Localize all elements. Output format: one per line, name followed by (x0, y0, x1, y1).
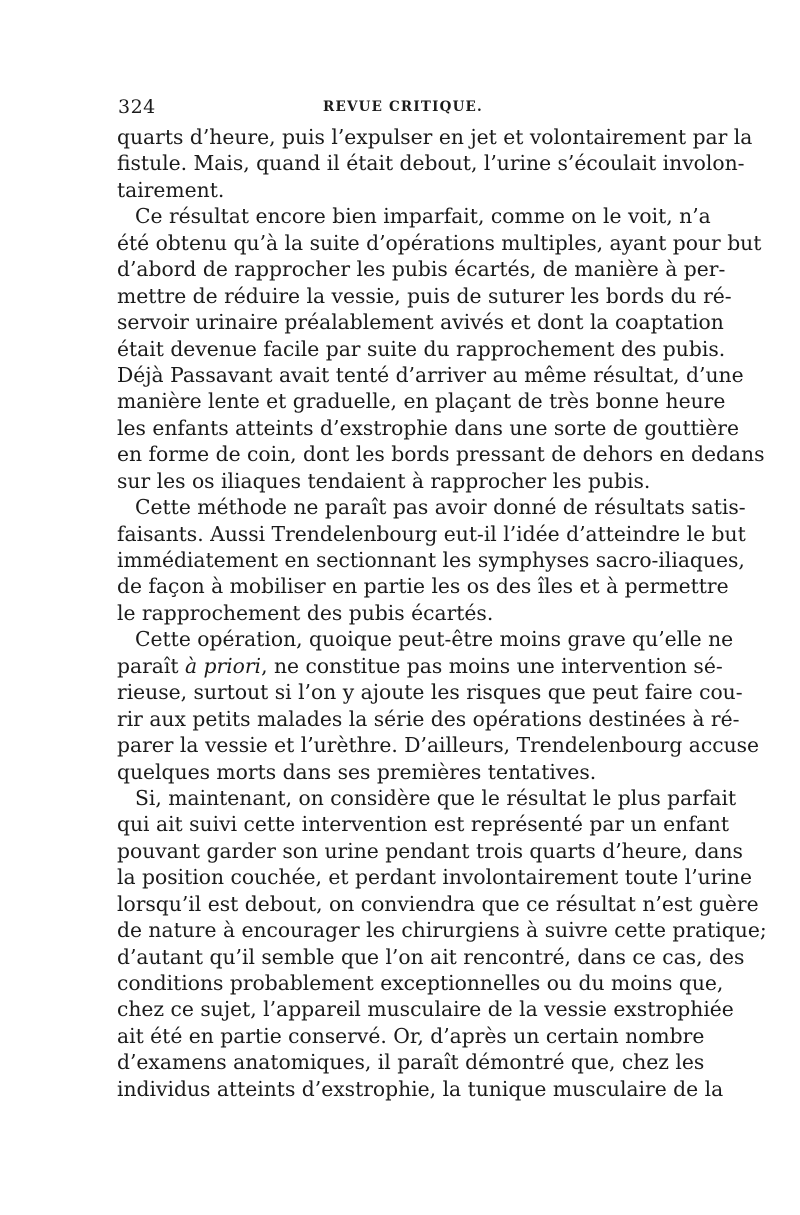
text-line: tairement. (117, 177, 225, 202)
italic-phrase: à priori (184, 653, 262, 678)
text-line: fistule. Mais, quand il était debout, l’urine s’écoulait involon- (117, 151, 745, 176)
text-line: quelques morts dans ses premières tentatives. (117, 759, 597, 784)
text-line: la position couchée, et perdant involontairement toute l’urine (117, 865, 752, 890)
running-title: REVUE CRITIQUE. (323, 99, 483, 115)
body-text (117, 124, 767, 1102)
text-line: Déjà Passavant avait tenté d’arriver au même résultat, d’une (117, 362, 744, 387)
text-line: d’examens anatomiques, il paraît démontré que, chez les (117, 1050, 705, 1075)
text-line: d’autant qu’il semble que l’on ait rencontré, dans ce cas, des (117, 944, 745, 969)
text-line: de façon à mobiliser en partie les os des îles et à permettre (117, 574, 729, 599)
text-line: été obtenu qu’à la suite d’opérations multiples, ayant pour but (117, 230, 762, 255)
text-line: ait été en partie conservé. Or, d’après un certain nombre (117, 1023, 705, 1048)
page-header (118, 96, 688, 120)
text-line: qui ait suivi cette intervention est représenté par un enfant (117, 812, 730, 837)
text-line: servoir urinaire préalablement avivés et dont la coaptation (117, 310, 724, 335)
text-line: Ce résultat encore bien imparfait, comme on le voit, n’a (135, 204, 711, 229)
text-line: le rapprochement des pubis écartés. (117, 600, 494, 625)
text-line: paraît à priori, ne constitue pas moins une intervention sé- (117, 653, 723, 678)
text-line: sur les os iliaques tendaient à rapprocher les pubis. (117, 468, 651, 493)
text-line: Si, maintenant, on considère que le résultat le plus parfait (135, 785, 737, 810)
text-line: lorsqu’il est debout, on conviendra que ce résultat n’est guère (117, 891, 759, 916)
text-line: conditions probablement exceptionnelles ou du moins que, (117, 971, 724, 995)
text-line: manière lente et graduelle, en plaçant de très bonne heure (117, 389, 726, 414)
text-line: Cette méthode ne paraît pas avoir donné de résultats satis- (135, 495, 746, 520)
text-line: les enfants atteints d’exstrophie dans une sorte de gouttière (117, 415, 739, 440)
text-line: quarts d’heure, puis l’expulser en jet et volontairement par la (117, 125, 753, 149)
text-line: Cette opération, quoique peut-être moins grave qu’elle ne (135, 627, 734, 652)
text-line: chez ce sujet, l’appareil musculaire de la vessie exstrophiée (117, 997, 734, 1022)
text-line: individus atteints d’exstrophie, la tunique musculaire de la (117, 1076, 724, 1101)
text-line: rir aux petits malades la série des opérations destinées à ré- (117, 706, 740, 731)
text-line: en forme de coin, dont les bords pressant de dehors en dedans (117, 442, 765, 467)
text-line: était devenue facile par suite du rapprochement des pubis. (117, 336, 726, 361)
text-line: parer la vessie et l’urèthre. D’ailleurs, Trendelenbourg accuse (117, 733, 760, 758)
text-line: faisants. Aussi Trendelenbourg eut-il l’idée d’atteindre le but (117, 521, 746, 546)
text-line: d’abord de rapprocher les pubis écartés, de manière à per- (117, 257, 726, 282)
text-line: rieuse, surtout si l’on y ajoute les risques que peut faire cou- (117, 680, 743, 705)
page-number: 324 (118, 96, 156, 118)
text-line: immédiatement en sectionnant les symphyses sacro-iliaques, (117, 548, 745, 572)
text-line: de nature à encourager les chirurgiens à suivre cette pratique; (117, 918, 767, 943)
text-line: pouvant garder son urine pendant trois quarts d’heure, dans (117, 838, 743, 863)
text-line: mettre de réduire la vessie, puis de suturer les bords du ré- (117, 283, 732, 308)
